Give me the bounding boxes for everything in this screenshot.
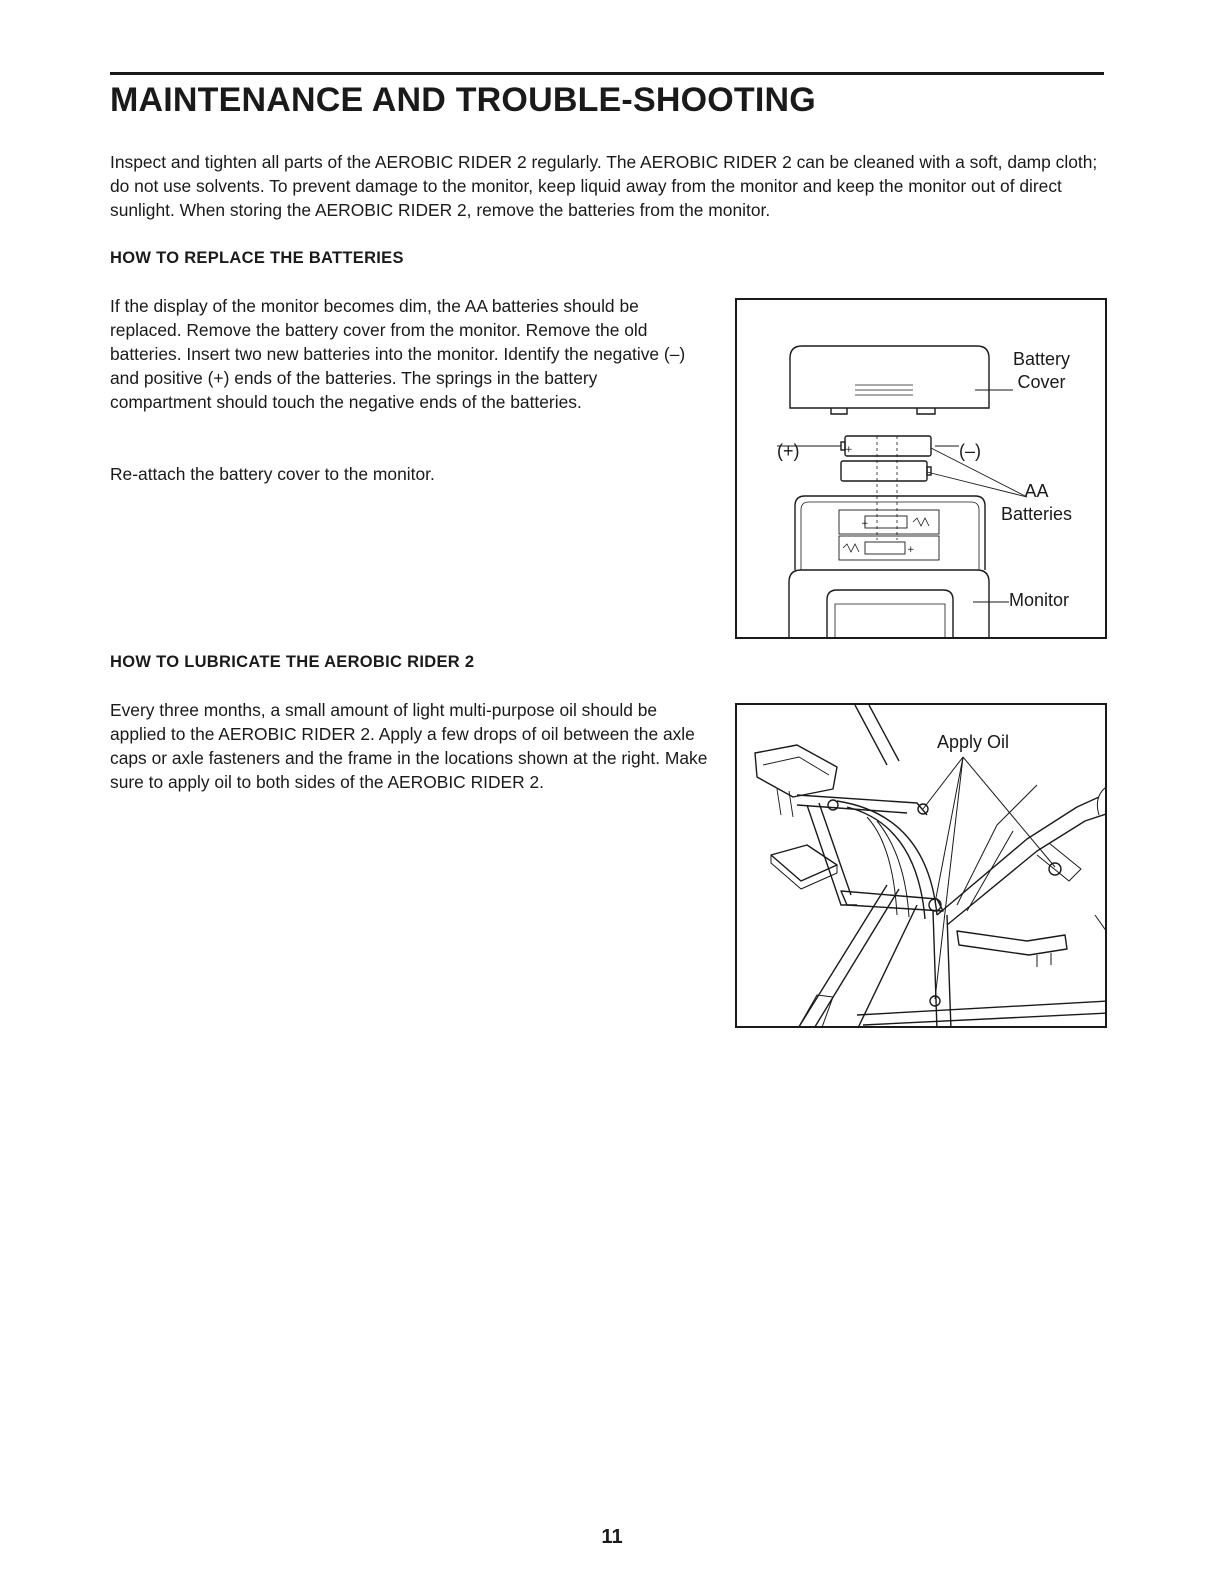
monitor-body-shape	[795, 496, 985, 570]
page-number: 11	[601, 1526, 623, 1548]
right-pedal-shape	[957, 931, 1067, 955]
apply-oil-label: Apply Oil	[937, 732, 1010, 752]
page-title: MAINTENANCE AND TROUBLE-SHOOTING	[110, 81, 816, 119]
lubrication-figure	[735, 703, 1107, 1028]
battery-cover-shape	[790, 346, 989, 408]
seat-shape	[755, 745, 837, 797]
svg-text:+: +	[845, 445, 853, 455]
negative-label: (–)	[959, 441, 981, 461]
aa-batteries-label: AA Batteries	[1001, 481, 1073, 524]
lubricate-heading: HOW TO LUBRICATE THE AEROBIC RIDER 2	[110, 653, 475, 671]
svg-text:+: +	[861, 519, 869, 529]
monitor-label: Monitor	[1009, 590, 1070, 610]
bolt-upper-left	[828, 800, 838, 810]
lubrication-diagram	[737, 705, 1107, 1028]
batteries-paragraph: If the display of the monitor becomes dim, the AA batteries should be replaced. Remove the battery cover from the monitor. Remove the old batteries. Insert two new batteries into the monitor. Identify the negative (–) and positive (+) ends of the batteries. The springs in the battery compartment should touch the negative ends of the batteries.	[110, 296, 686, 412]
battery-cover-label: Battery Cover	[1013, 349, 1071, 392]
svg-text:+: +	[907, 545, 915, 555]
positive-label: (+)	[777, 441, 800, 461]
reattach-paragraph: Re-attach the battery cover to the monitor.	[110, 464, 435, 484]
battery-figure	[735, 298, 1107, 639]
batteries-heading: HOW TO REPLACE THE BATTERIES	[110, 249, 404, 267]
battery-top-shape	[845, 436, 931, 456]
intro-paragraph: Inspect and tighten all parts of the AEROBIC RIDER 2 regularly. The AEROBIC RIDER 2 can be cleaned with a soft, damp cloth; do not use solvents. To prevent damage to the monitor, keep liquid away from the monitor and keep the monitor out of direct sunlight. When storing the AEROBIC RIDER 2, remove the batteries from the monitor.	[110, 152, 1098, 220]
battery-bottom-shape	[841, 461, 927, 481]
lubricate-paragraph: Every three months, a small amount of light multi-purpose oil should be applied to the AEROBIC RIDER 2. Apply a few drops of oil between the axle caps or axle fasteners and the frame in the locations shown at the right. Make sure to apply oil to both sides of the AEROBIC RIDER 2.	[110, 700, 708, 792]
title-rule	[110, 72, 1104, 75]
